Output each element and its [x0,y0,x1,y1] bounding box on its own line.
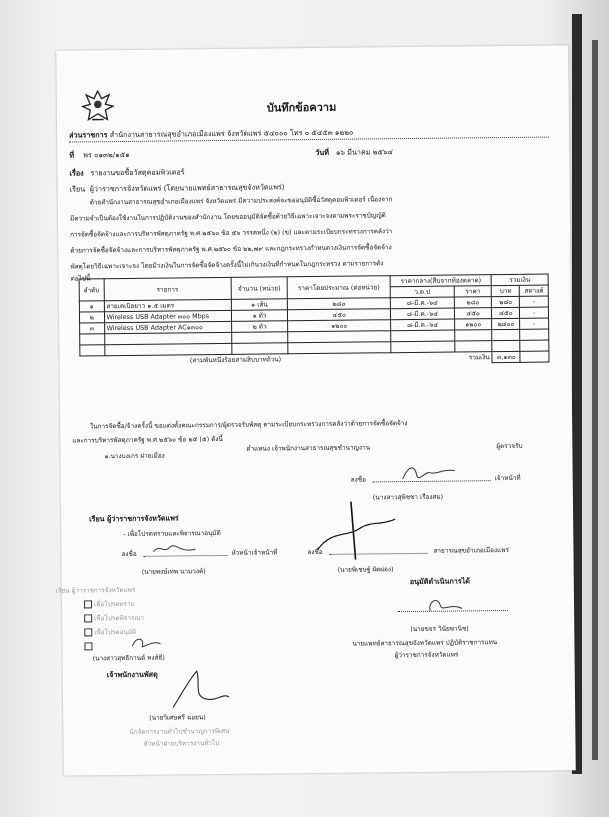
officer-name: (นางสาวสุพิชชา เรืองสม) [372,492,444,502]
bottom-name: (นายวิเศษศรี ฉอยน) [149,713,206,722]
cell-item: Wireless USB Adapter ๓๐๐ Mbps [104,310,231,322]
checkbox-icon [84,614,92,622]
checkbox-icon [84,642,92,650]
committee-member: ๑.นางบงเกร ฝายเมือง [104,451,165,461]
cell-qty: ๑ ตัว [231,310,287,322]
cell-date: ๘-มี.ค.-๖๔ [391,319,455,331]
col-total: รวมเงิน [491,274,548,286]
to-text: ผู้ว่าราชการจังหวัดแพร่ (โดยนายแพทย์สาธารณสุขจังหวัดแพร่) [89,182,285,194]
left-role: เจ้าพนักงานพัสดุ [106,669,158,680]
checkbox-icon [84,628,92,636]
cell-no: ๑ [79,301,104,312]
col-item: รายการ [104,277,232,300]
total-value: ๓,๑๓๐ [492,351,520,362]
left-check-1 [84,600,135,609]
cell-satang: - [520,307,549,318]
cell-item: Wireless USB Adapter AC๑๓๐๐ [104,321,231,333]
checkbox-icon [84,600,92,608]
cell-est: ๑๒๐๐ [288,320,391,332]
cell-no: ๒ [79,312,104,323]
cell-price: ๑๒๐๐ [454,319,492,330]
agency-row [69,128,353,140]
left-check-2 [84,614,144,623]
to2-purpose: - เพื่อโปรดทราบและพิจารณาอนุมัติ [123,529,221,539]
officer-sign-label: ลงชื่อ [350,475,366,484]
garuda-emblem-icon [79,86,117,126]
subject-text: รายงานขอซื้อวัสดุคอมพิวเตอร์ [90,167,185,178]
cell-baht: ๒๘๐ [492,296,520,307]
memo-title: บันทึกข้อความ [266,100,337,115]
total-label: รวมเงิน [468,353,490,362]
cell-satang: - [520,318,549,329]
cell-baht: ๔๕๐ [492,307,520,318]
ref-number: พร ๐๑๓๒/๑๕๑ [83,149,130,160]
body-line-4: ด้วยการจัดซื้อจัดจ้างและการบริหารพัสดุภาครัฐ พ.ศ.๒๕๖๐ ข้อ ๒๒,๗๙ และกฎกระทรวงกำหนดวงเงินการจัดซื้อจัดจ้าง [70,243,392,255]
cell-item: สายเคเบิลยาว ๑.๕ เมตร [104,299,231,311]
approve-text: อนุมัติดำเนินการได้ [409,576,470,587]
date-row [315,147,393,157]
agency-label: ส่วนราชการ [69,130,108,140]
col-median-price: ราคา [454,286,492,297]
closing-line-1: ในการจัดซื้อ/จ้างครั้งนี้ ขอแต่งตั้งคณะกรรมการ/ผู้ตรวจรับพัสดุ ตามระเบียบกระทรวงการคลังว่าด้วยการจัดซื้อจัดจ้าง [90,419,408,431]
left-check-label: เพื่อโปรดทราบ [93,599,135,609]
body-line-6: ต่อไปนี้ [70,274,91,283]
col-no: ลำดับ [79,279,104,301]
cell-est: ๔๕๐ [288,309,391,321]
left-check-label: เพื่อโปรดอนุมัติ [94,627,137,637]
memo-page [56,45,576,775]
total-satang [520,351,549,362]
ref-row [69,150,129,160]
cell-price: ๒๘๐ [454,297,492,308]
cell-date: ๘-มี.ค.-๖๔ [390,308,454,320]
head-signature-icon [149,539,199,558]
date-label: วันที่ [315,147,330,157]
left-check-4 [84,642,94,650]
head-name: (นายพงษ์เทพ นามวงค์) [141,567,206,576]
sso-name: (นายพิเชษฐ์ ผัดผ่อง) [337,565,394,574]
director-position: นายแพทย์สาธารณสุขจังหวัดแพร่ ปฏิบัติราชการแทน [352,638,498,648]
col-qty: จำนวน (หน่วย) [231,277,288,300]
clerk-signature-icon [128,634,164,652]
date-value: ๑๖ มีนาคม ๒๕๖๔ [335,147,393,157]
left-check-label: เพื่อโปรดพิจารณา [94,613,145,623]
body-line-3: การจัดซื้อจัดจ้างและการบริหารพัสดุภาครัฐ พ.ศ.๒๕๖๐ ข้อ ๕๖ วรรคหนึ่ง (๒) (ข) และตามระเบียบกระทรวงการคลังว่า [70,227,393,239]
to-row [70,182,285,193]
director-position-2: ผู้ว่าราชการจังหวัดแพร่ [394,650,459,660]
scan-edge-secondary [592,40,598,760]
cell-baht: ๒๔๐๐ [492,318,520,329]
sso-signature-icon [311,499,402,566]
cell-date: ๘-มี.ค.-๖๔ [390,297,454,309]
subject-label: เรื่อง [69,168,84,178]
director-name: (นายขจร วินัยพานิช) [410,624,469,634]
committee-role: ผู้ตรวจรับ [496,441,523,451]
cell-qty: ๒ ตัว [231,321,287,333]
body-line-2: มีความจำเป็นต้องใช้งานในการปฏิบัติงานของสำนักงาน โดยขออนุมัติจัดซื้อด้วยวิธีเฉพาะเจาะจงตามพระราชบัญญัติ [69,211,386,223]
body-line-5: พัสดุโดยวิธีเฉพาะเจาะจง โดยมีวงเงินในการจัดซื้อจัดจ้างครั้งนี้ไม่เกินวงเงินที่กำหนดในกฎกระทรวง ตามรายการดัง [70,259,384,271]
total-words: (สามพันหนึ่งร้อยสามสิบบาทถ้วน) [189,355,282,365]
col-est: ราคาโดยประมาณ (ต่อหน่วย) [287,276,390,299]
col-median-date: ว.ด.ป [390,286,454,298]
col-median: ราคากลาง(สืบจากท้องตลาด) [390,275,491,287]
closing-line-2: และการบริหารพัสดุภาครัฐ พ.ศ.๒๕๖๐ ข้อ ๒๕ (๕) ดังนี้ [72,434,223,445]
officer-role: เจ้าหน้าที่ [494,473,521,483]
cell-no: ๓ [80,323,105,334]
cell-qty: ๑ เส้น [231,299,287,311]
to-label: เรียน [69,184,86,194]
cell-price: ๔๕๐ [454,308,492,319]
bottom-signature-icon [163,667,233,712]
officer-signature-icon [399,461,459,486]
items-table [79,274,550,368]
ref-label: ที่ [69,150,75,160]
agency-text: สำนักงานสาธารณสุขอำเภอเมืองแพร่ จังหวัดแพร่ ๕๔๐๐๐ โทร ๐ ๕๔๕๓ ๑๒๒๐ [109,127,354,140]
committee-position: ตำแหน่ง เจ้าพนักงานสาธารณสุขชำนาญงาน [246,443,371,453]
to2-text: เรียน ผู้ว่าราชการจังหวัดแพร่ [89,513,179,524]
director-signature-icon [424,594,468,616]
bottom-position-2: หัวหน้าฝ่ายบริหารงานทั่วไป [143,739,220,748]
cell-satang: - [520,296,549,307]
left-name: (นางสาวสุทธิกานต์ หงส์ธี) [92,653,165,663]
head-sign-label: ลงชื่อ [121,549,137,559]
col-satang: สตางค์ [520,285,549,296]
body-line-1: ด้วยสำนักงานสาธารณสุขอำเภอเมืองแพร่ จังหวัดแพร่ มีความประสงค์จะขออนุมัติซื้อวัสดุคอมพิวเตอร์ เนื่องจาก [89,195,393,207]
sso-role: สาธารณสุขอำเภอเมืองแพร่ [433,545,509,555]
head-role: หัวหน้าเจ้าหน้าที่ [231,548,278,557]
col-baht: บาท [492,285,520,296]
bottom-position-1: นักจัดการงานทั่วไปชำนาญการพิเศษ [129,726,230,736]
subject-row [69,167,184,177]
left-to-text: เรียน ผู้ว่าราชการจังหวัดแพร่ [55,585,136,595]
cell-est: ๒๘๐ [288,298,391,310]
sso-sign-label: ลงชื่อ [307,547,323,557]
